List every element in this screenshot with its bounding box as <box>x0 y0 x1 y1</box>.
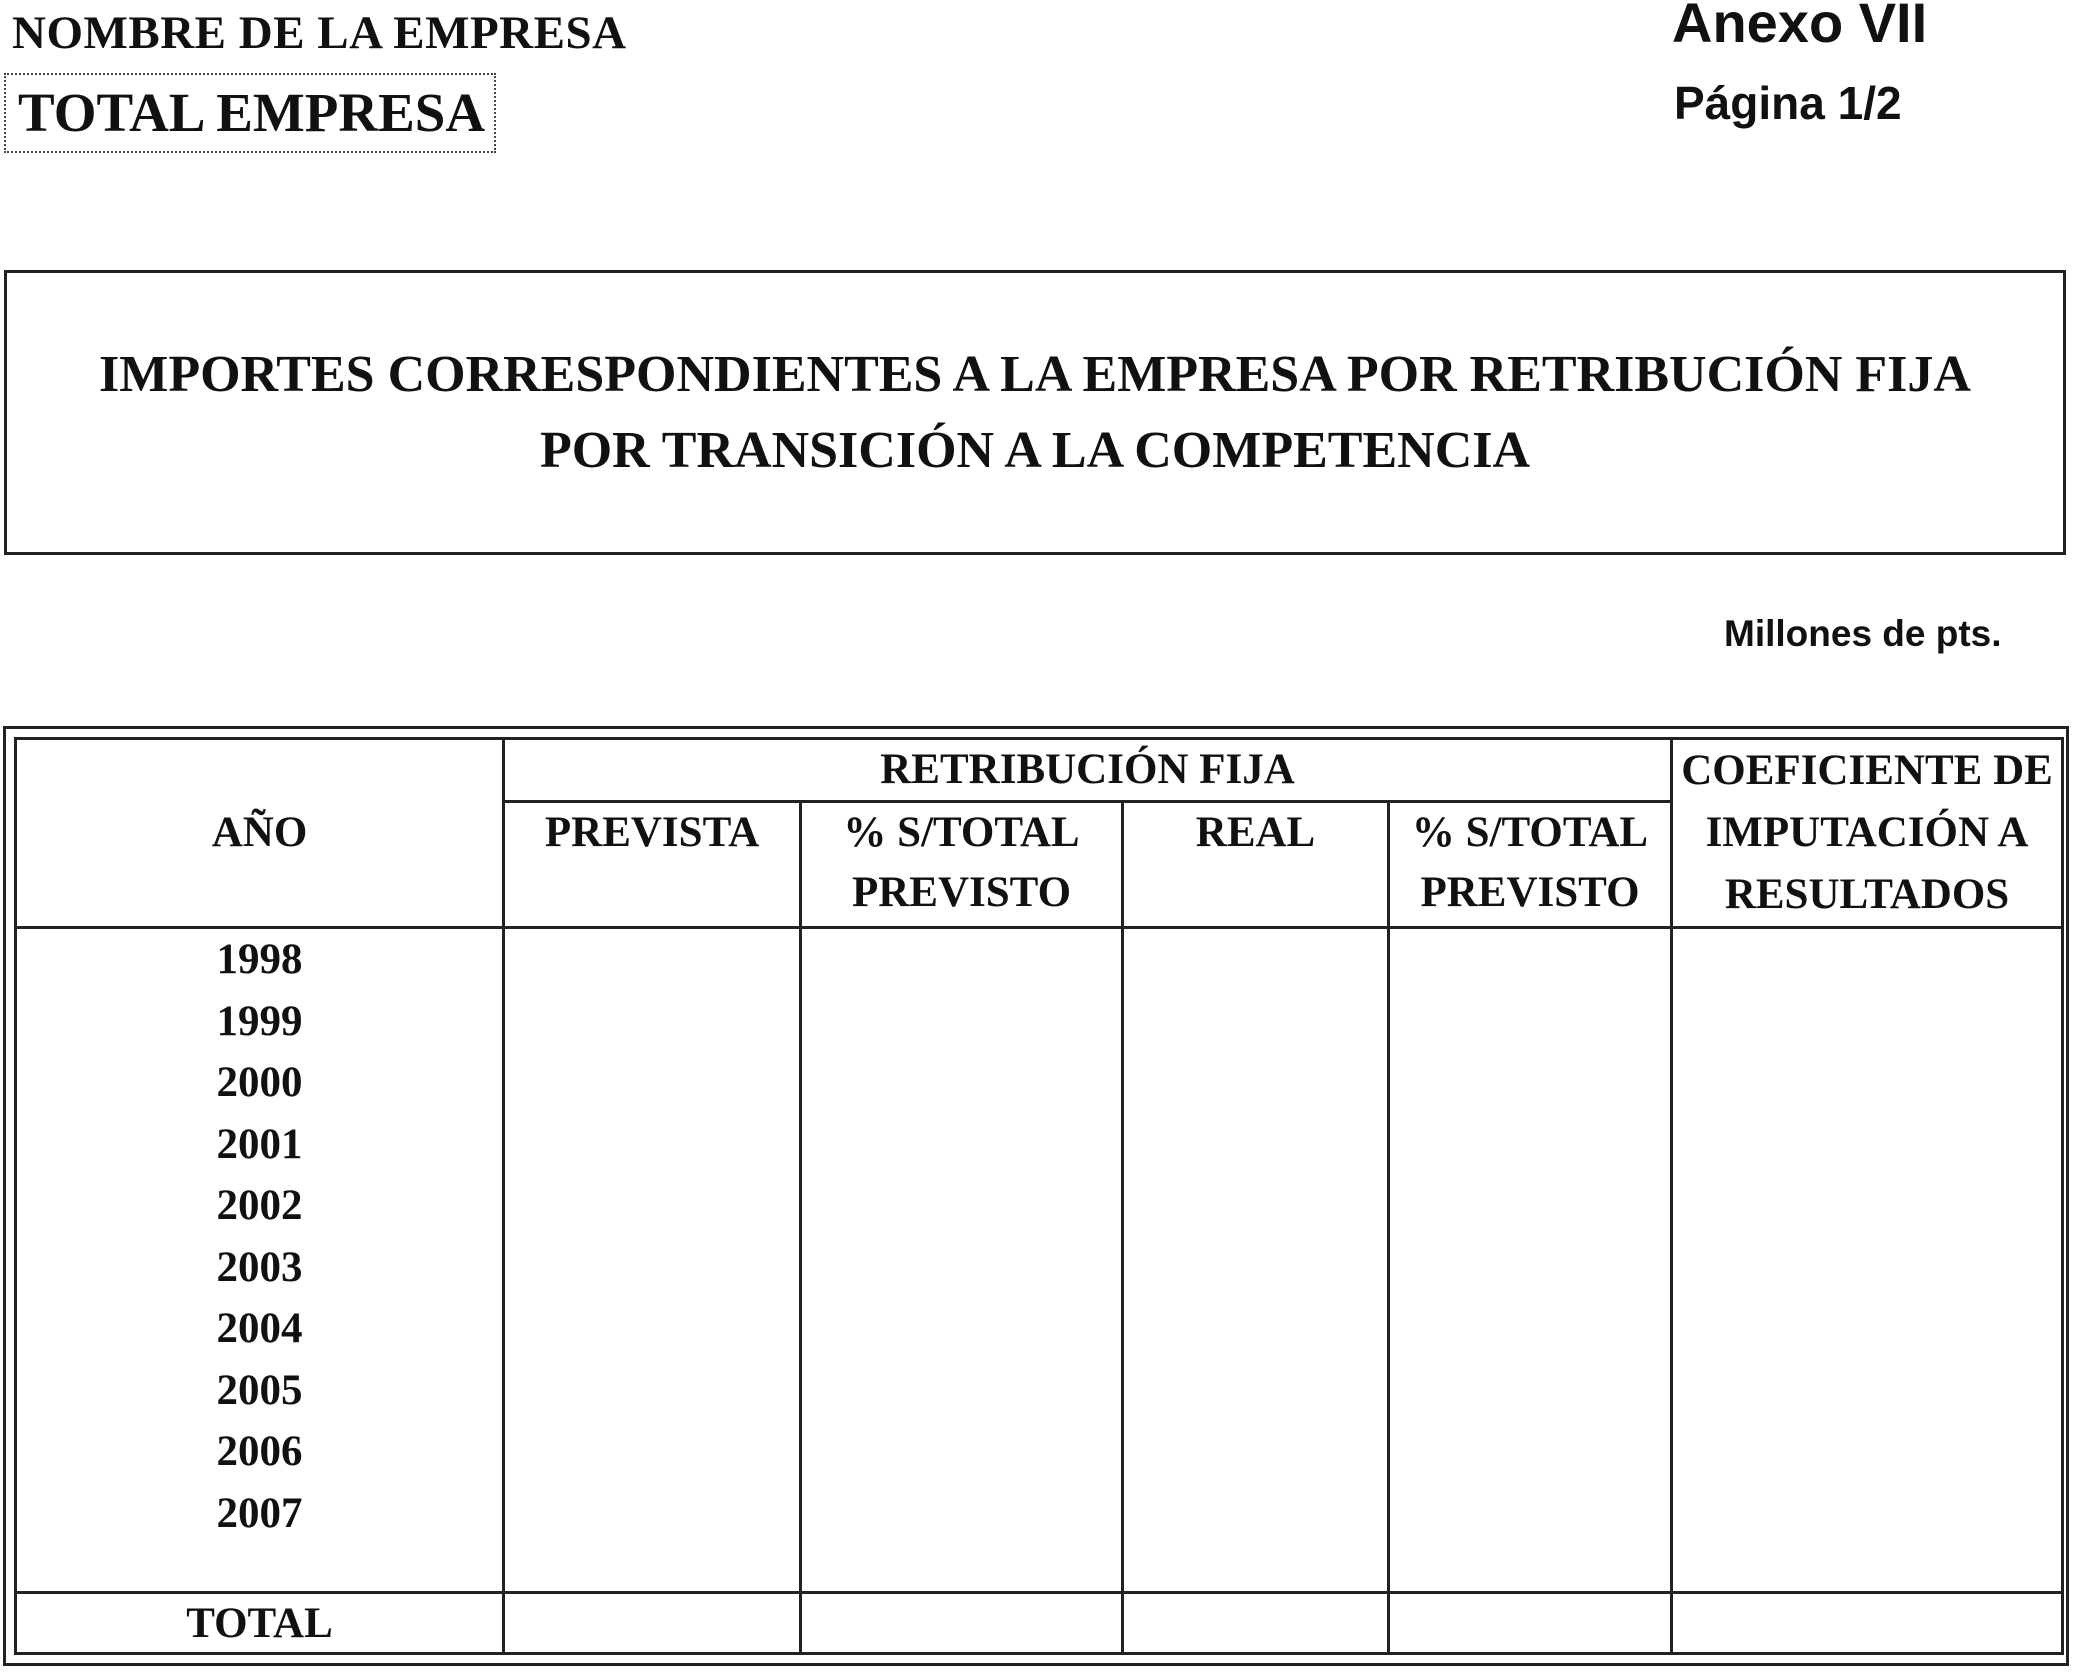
units-note: Millones de pts. <box>1724 613 2002 654</box>
year-label: 2005 <box>216 1366 303 1414</box>
year-label: 2006 <box>216 1428 303 1475</box>
pct-real-values-cell[interactable] <box>1389 928 1672 1593</box>
company-field[interactable] <box>4 73 496 153</box>
column-group-header-retribucion-fija: RETRIBUCIÓN FIJA <box>504 739 1672 802</box>
total-pct-real-cell[interactable] <box>1389 1593 1672 1654</box>
year-label: 2007 <box>216 1489 303 1537</box>
year-label: 2000 <box>216 1059 303 1106</box>
column-header-year: AÑO <box>16 739 504 928</box>
total-prevista-cell[interactable] <box>504 1593 801 1654</box>
column-header-coeficiente: COEFICIENTE DE IMPUTACIÓN A RESULTADOS <box>1672 739 2063 928</box>
year-label: 1998 <box>216 936 303 983</box>
total-real-cell[interactable] <box>1123 1593 1389 1654</box>
retribution-table <box>3 726 2069 1666</box>
retribution-grid <box>14 737 2064 1655</box>
coeficiente-values-cell[interactable] <box>1672 928 2063 1593</box>
year-label: 2004 <box>216 1305 303 1352</box>
document-title-box <box>4 270 2066 555</box>
column-header-pct-real: % S/TOTAL PREVISTO <box>1389 801 1672 927</box>
total-coeficiente-cell[interactable] <box>1672 1593 2063 1654</box>
years-column <box>16 928 504 1593</box>
annex-label: Anexo VII <box>1672 0 1928 54</box>
column-header-real: REAL <box>1123 801 1389 927</box>
year-label: 2001 <box>216 1120 303 1168</box>
company-name-label: NOMBRE DE LA EMPRESA <box>12 7 627 59</box>
real-values-cell[interactable] <box>1123 928 1389 1593</box>
document-title-line-1: IMPORTES CORRESPONDIENTES A LA EMPRESA POR RETRIBUCIÓN FIJA <box>99 345 1971 403</box>
column-header-prevista: PREVISTA <box>504 801 801 927</box>
page-number: Página 1/2 <box>1674 77 1902 129</box>
document-title-line-2: POR TRANSICIÓN A LA COMPETENCIA <box>539 421 1531 479</box>
year-label: 2002 <box>216 1182 303 1229</box>
year-label: 1999 <box>216 997 303 1045</box>
year-label: 2003 <box>216 1243 303 1291</box>
total-pct-prevista-cell[interactable] <box>801 1593 1123 1654</box>
pct-prevista-values-cell[interactable] <box>801 928 1123 1593</box>
column-header-pct-prevista: % S/TOTAL PREVISTO <box>801 801 1123 927</box>
company-field-value: TOTAL EMPRESA <box>18 82 486 143</box>
total-row-label: TOTAL <box>16 1593 504 1654</box>
prevista-values-cell[interactable] <box>504 928 801 1593</box>
